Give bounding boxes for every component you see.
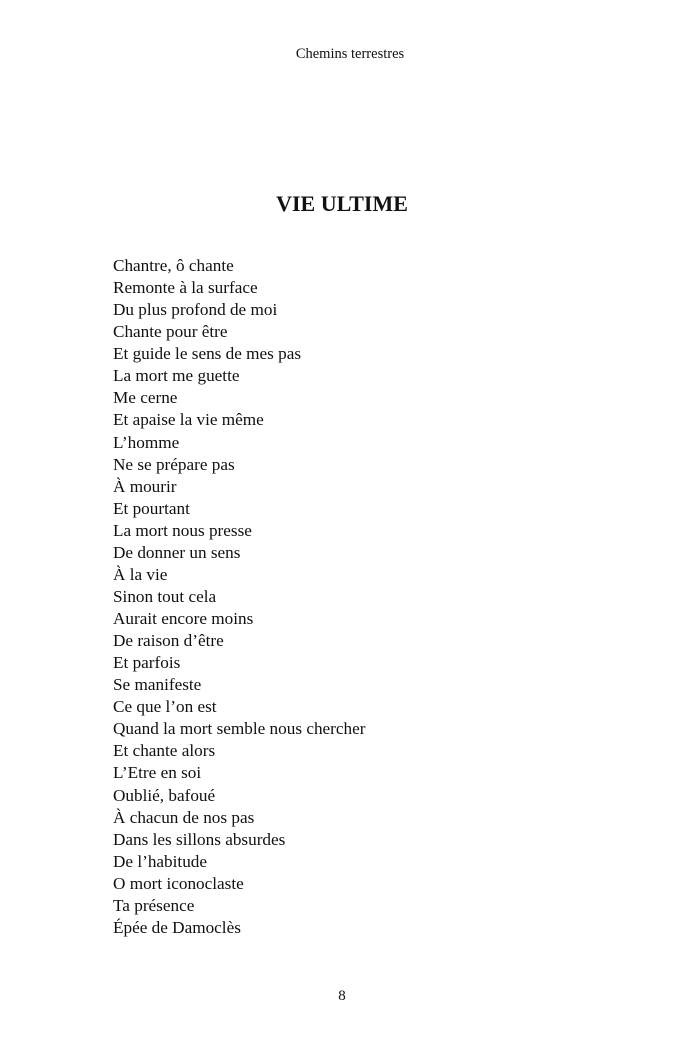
poem-title: VIE ULTIME — [276, 191, 408, 216]
poem-body — [113, 255, 365, 939]
poem-line: Ne se prépare pas — [113, 454, 235, 474]
poem-line: À mourir — [113, 476, 177, 496]
poem-line: Chantre, ô chante — [113, 256, 234, 275]
page-number: 8 — [338, 988, 346, 1004]
poem-line: À chacun de nos pas — [113, 807, 255, 827]
poem-line: Sinon tout cela — [113, 586, 217, 606]
poem-line: Quand la mort semble nous chercher — [113, 719, 366, 739]
poem-line: Ta présence — [113, 895, 195, 915]
poem-line: Et parfois — [113, 653, 181, 673]
poem-line: De raison d’être — [113, 631, 224, 651]
poem-line: L’homme — [113, 432, 180, 452]
poem-line: Ce que l’on est — [113, 697, 217, 717]
poem-line: Et apaise la vie même — [113, 410, 264, 430]
poem-line: Chante pour être — [113, 322, 228, 342]
poem-line: L’Etre en soi — [113, 763, 202, 783]
poem-line: Se manifeste — [113, 675, 202, 695]
poem-line: Aurait encore moins — [113, 609, 254, 628]
poem-line: Me cerne — [113, 388, 178, 408]
poem-line: Du plus profond de moi — [113, 300, 278, 320]
poem-line: Oublié, bafoué — [113, 785, 216, 805]
poem-line: De donner un sens — [113, 542, 241, 562]
poem-line: Remonte à la surface — [113, 278, 258, 298]
poem-line: O mort iconoclaste — [113, 873, 244, 893]
poem-line: Et chante alors — [113, 741, 216, 761]
poem-line: Et pourtant — [113, 498, 190, 518]
poem-line: À la vie — [113, 564, 168, 584]
poem-line: Dans les sillons absurdes — [113, 829, 286, 849]
poem-line: La mort me guette — [113, 366, 240, 386]
poem-line: Et guide le sens de mes pas — [113, 344, 302, 364]
running-header: Chemins terrestres — [295, 46, 405, 62]
poem-line: Épée de Damoclès — [113, 917, 241, 937]
poem-line: De l’habitude — [113, 851, 208, 871]
poem-line: La mort nous presse — [113, 520, 252, 540]
